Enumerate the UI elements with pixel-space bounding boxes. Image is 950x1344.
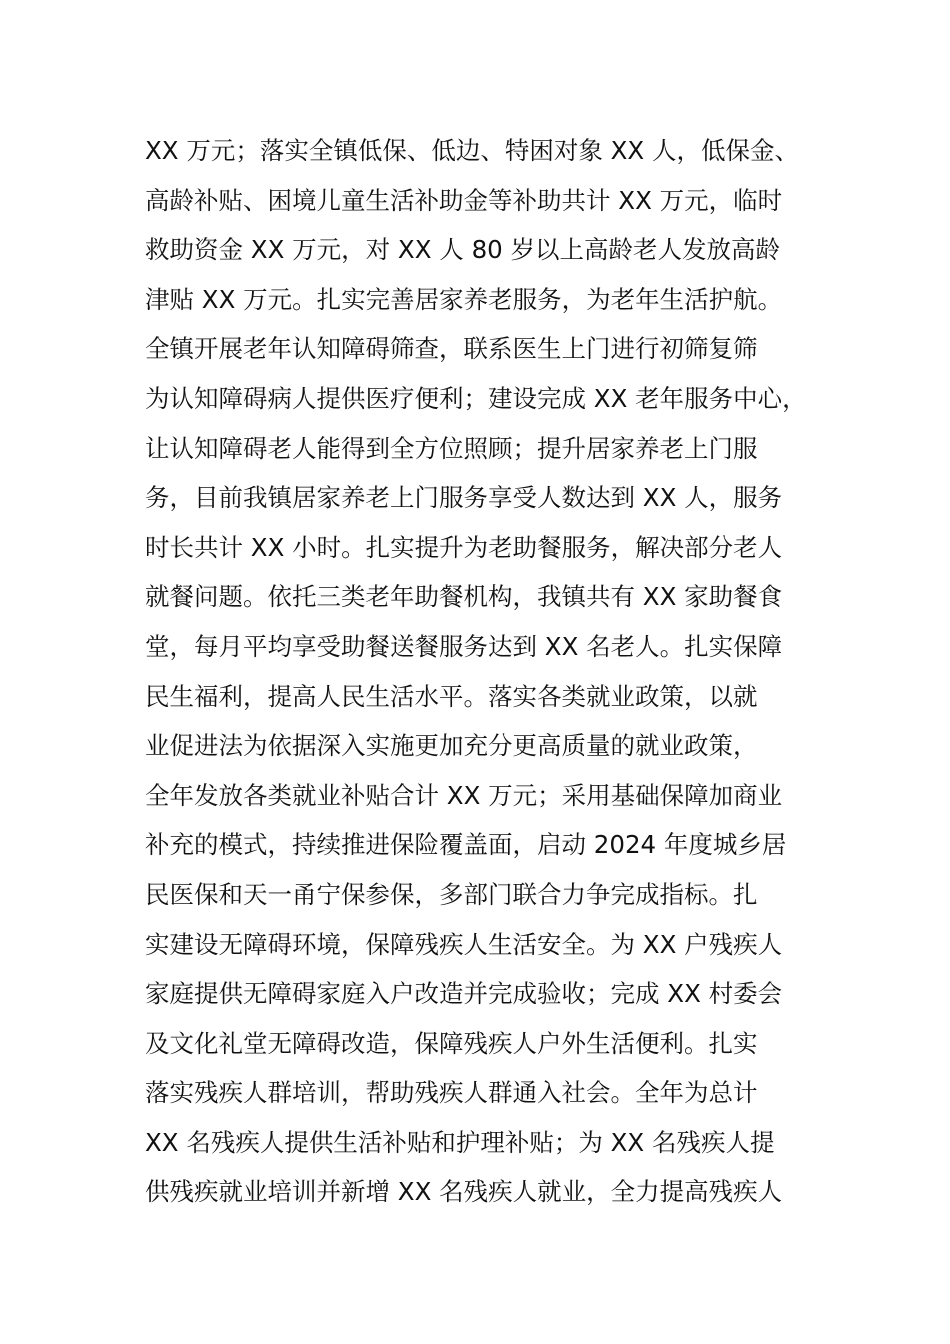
text-line: XX 名残疾人提供生活补贴和护理补贴；为 XX 名残疾人提 [145,1127,775,1157]
text-line: 补充的模式，持续推进保险覆盖面，启动 2024 年度城乡居 [145,830,787,860]
text-line: 民生福利，提高人民生活水平。落实各类就业政策，以就 [145,681,758,711]
text-line: 津贴 XX 万元。扎实完善居家养老服务，为老年生活护航。 [145,284,783,314]
text-line: 及文化礼堂无障碍改造，保障残疾人户外生活便利。扎实 [145,1028,758,1058]
text-line: XX 万元；落实全镇低保、低边、特困对象 XX 人，低保金、 [145,136,799,165]
text-line: 家庭提供无障碍家庭入户改造并完成验收；完成 XX 村委会 [145,979,783,1009]
text-line: 就餐问题。依托三类老年助餐机构，我镇共有 XX 家助餐食 [145,582,783,612]
body-text [145,126,845,1217]
text-line: 时长共计 XX 小时。扎实提升为老助餐服务，解决部分老人 [145,532,783,562]
text-line: 堂，每月平均享受助餐送餐服务达到 XX 名老人。扎实保障 [145,631,783,661]
text-line: 务，目前我镇居家养老上门服务享受人数达到 XX 人，服务 [145,483,783,513]
text-line: 让认知障碍老人能得到全方位照顾；提升居家养老上门服 [145,433,758,463]
text-line: 高龄补贴、困境儿童生活补助金等补助共计 XX 万元，临时 [145,185,783,215]
text-line: 业促进法为依据深入实施更加充分更高质量的就业政策， [145,731,758,761]
text-line: 为认知障碍病人提供医疗便利；建设完成 XX 老年服务中心， [145,383,807,413]
text-line: 全年发放各类就业补贴合计 XX 万元；采用基础保障加商业 [145,780,783,810]
text-line: 供残疾就业培训并新增 XX 名残疾人就业，全力提高残疾人 [145,1177,783,1207]
text-line: 全镇开展老年认知障碍筛查，联系医生上门进行初筛复筛 [145,334,758,364]
text-line: 救助资金 XX 万元，对 XX 人 80 岁以上高龄老人发放高龄 [145,235,781,265]
text-line: 落实残疾人群培训，帮助残疾人群通入社会。全年为总计 [145,1078,758,1108]
text-line: 实建设无障碍环境，保障残疾人生活安全。为 XX 户残疾人 [145,929,783,959]
text-line: 民医保和天一甬宁保参保，多部门联合力争完成指标。扎 [145,879,758,909]
